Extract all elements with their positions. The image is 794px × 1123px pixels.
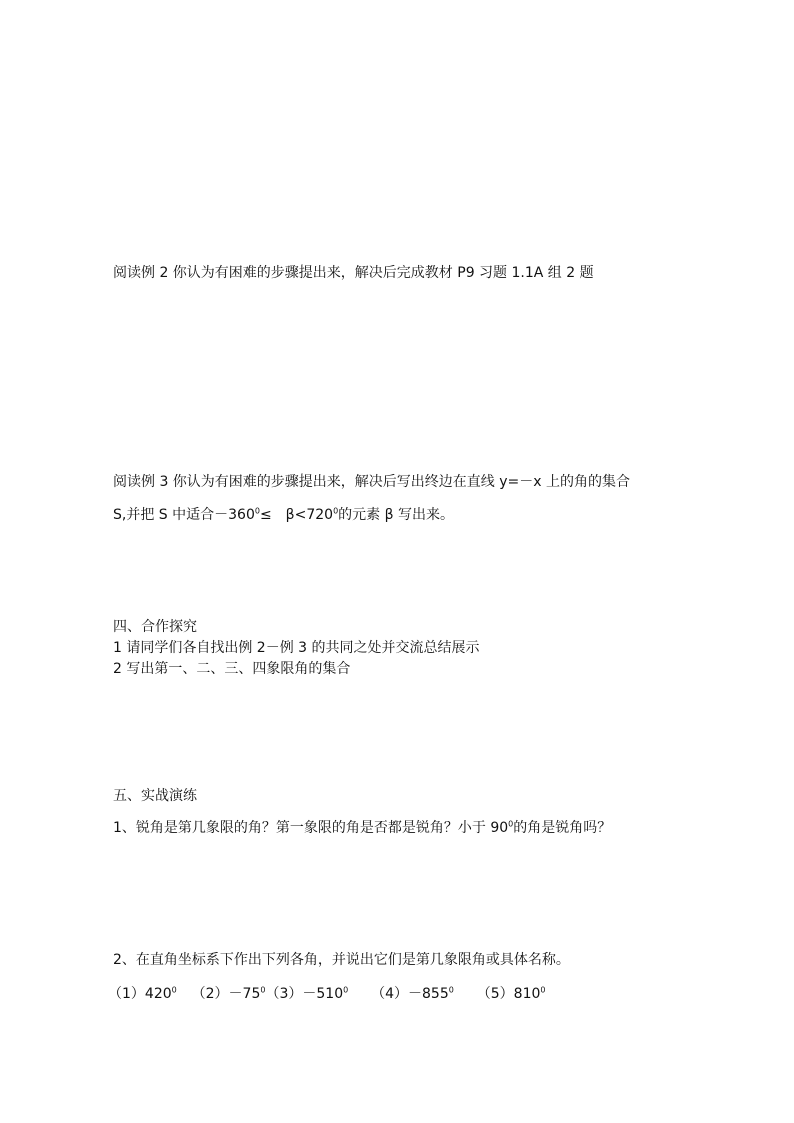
degree-mark: 0	[171, 985, 177, 995]
degree-mark: 0	[260, 985, 266, 995]
reading-example-2: 阅读例 2 你认为有困难的步骤提出来，解决后完成教材 P9 习题 1.1A 组 2 题	[113, 265, 594, 281]
degree-mark: 0	[254, 506, 260, 516]
angle-item: $(5)810^0$	[476, 985, 546, 1002]
section-5-title: 五、实战演练	[113, 788, 197, 804]
reading-example-3-line-2: S,并把 S 中适合$-360^0\le$ $\beta<720^0$的元素 β 写出来。	[113, 506, 455, 523]
section-4-item-2: 2 写出第一、二、三、四象限角的集合	[113, 661, 351, 677]
question-2: 2、在直角坐标系下作出下列各角，并说出它们是第几象限角或具体名称。	[113, 952, 570, 968]
section-4-title: 四、合作探究	[113, 619, 197, 635]
angle-list	[108, 984, 545, 1004]
degree-mark: 0	[448, 985, 454, 995]
degree-mark: 0	[343, 985, 349, 995]
degree-mark: 0	[508, 819, 514, 829]
section-4-item-1: 1 请同学们各自找出例 2－例 3 的共同之处并交流总结展示	[113, 640, 480, 656]
degree-mark: 0	[333, 506, 339, 516]
angle-item: $(1)420^0$	[108, 985, 177, 1002]
degree-mark: 0	[540, 985, 546, 995]
question-1: 1、锐角是第几象限的角？第一象限的角是否都是锐角？小于 $90^0$的角是锐角吗？	[113, 819, 612, 836]
reading-example-3-line-1: 阅读例 3 你认为有困难的步骤提出来，解决后写出终边在直线 y=－x 上的角的集合	[113, 474, 631, 490]
angle-item: $(2)-75^0$	[191, 985, 266, 1002]
angle-item: $(4)-855^0$	[371, 985, 454, 1002]
angle-item: $(3)-510^0$	[265, 985, 349, 1002]
